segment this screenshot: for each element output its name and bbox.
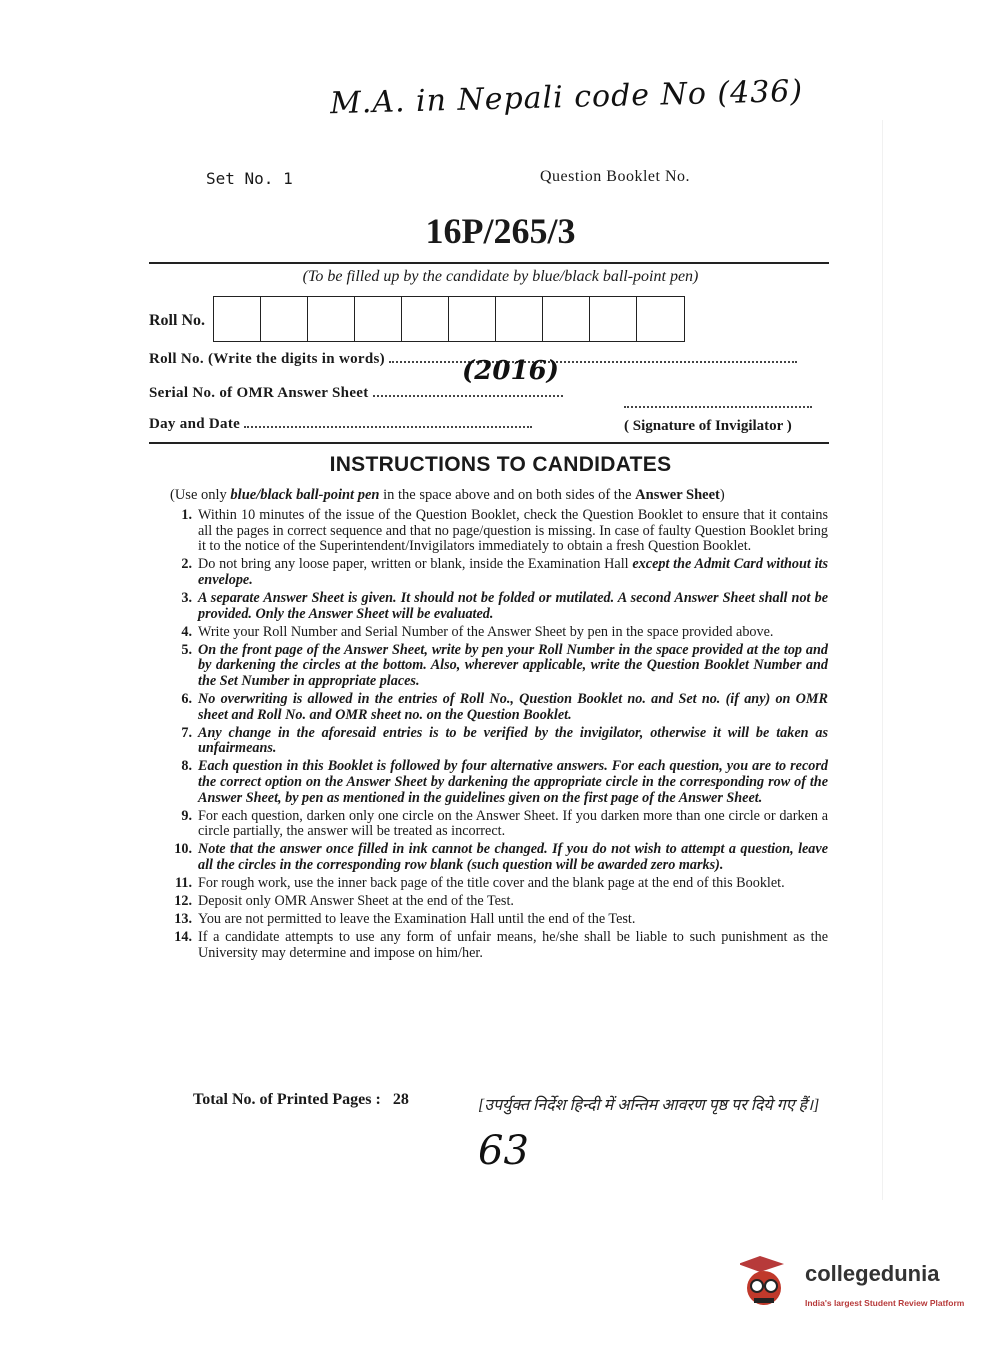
question-booklet-number-label: Question Booklet No. (540, 168, 690, 185)
roll-words-line[interactable] (389, 349, 797, 363)
instruction-number: 8. (181, 758, 192, 775)
roll-digit-box[interactable] (261, 297, 308, 341)
instruction-item (166, 508, 828, 555)
instruction-text (198, 508, 828, 555)
instruction-emphasis: A separate Answer Sheet is given. It should not be folded or mutilated. A second Answer Sheet shall not be provided. Only the Answer Sheet will be evaluated. (198, 589, 828, 622)
instruction-item (166, 876, 828, 892)
instruction-item (166, 894, 828, 910)
instruction-item (166, 692, 828, 723)
instruction-item (166, 912, 828, 928)
note-text: (Use only (170, 487, 231, 503)
roll-digit-box[interactable] (637, 297, 684, 341)
instruction-number: 5. (181, 641, 192, 658)
instruction-item (166, 643, 828, 690)
roll-no-label: Roll No. (149, 312, 205, 329)
roll-digit-box[interactable] (355, 297, 402, 341)
omr-serial-label: Serial No. of OMR Answer Sheet (149, 385, 369, 401)
roll-no-grid[interactable] (213, 296, 685, 342)
instruction-plain: For rough work, use the inner back page of the title cover and the blank page at the end of this Booklet. (198, 875, 785, 892)
instruction-item (166, 625, 828, 641)
instruction-plain: Deposit only OMR Answer Sheet at the end of the Test. (198, 893, 514, 910)
instruction-item (166, 726, 828, 757)
total-pages-label: Total No. of Printed Pages : (193, 1091, 381, 1108)
note-emphasis: blue/black ball-point pen (230, 487, 380, 503)
roll-digit-box[interactable] (402, 297, 449, 341)
instruction-text (198, 930, 828, 961)
handwritten-title: M.A. in Nepali code No (436) (329, 73, 804, 122)
hindi-note: [उपर्युक्त निर्देश हिन्दी में अन्तिम आवरण पृष्ठ पर दिये गए हैं।] (478, 1097, 820, 1114)
handwritten-marks: 63 (478, 1128, 529, 1174)
instruction-emphasis: No overwriting is allowed in the entries of Roll No., Question Booklet no. and Set no. (if any) on OMR sheet and Roll No. and OMR sheet no. on the Question Booklet. (198, 691, 828, 723)
day-date-field[interactable] (149, 414, 532, 433)
note-text: in the space above and on both sides of the (379, 487, 636, 503)
instruction-plain: You are not permitted to leave the Examination Hall until the end of the Test. (198, 911, 636, 928)
instruction-number: 2. (181, 556, 192, 573)
instructions-title: INSTRUCTIONS TO CANDIDATES (329, 453, 672, 476)
roll-digit-box[interactable] (590, 297, 637, 341)
instruction-text (198, 726, 828, 757)
set-number: Set No. 1 (206, 169, 293, 188)
instruction-plain: If a candidate attempts to use any form of unfair means, he/she shall be liable to such punishment as the University may determine and impose on him/her. (198, 929, 828, 961)
instruction-emphasis: except the Admit Card without its envelope. (198, 556, 828, 588)
instruction-plain: Within 10 minutes of the issue of the Question Booklet, check the Question Booklet to ensure that it contains all the pages in correct sequence and that no page/question is missing. In case of faulty Question Booklet bring it to the notice of the Superintendent/Invigilators immediately to obtain a fresh Question Booklet. (198, 507, 828, 555)
instruction-number: 12. (174, 893, 192, 910)
paper-code: 16P/265/3 (425, 211, 576, 251)
instruction-text (198, 912, 828, 928)
roll-digit-box[interactable] (308, 297, 355, 341)
instruction-text (198, 894, 828, 910)
instruction-text (198, 759, 828, 806)
instruction-emphasis: Each question in this Booklet is followed by four alternative answers. For each question, you are to record the correct option on the Answer Sheet by darkening the appropriate circle in the corresponding row of the Answer Sheet, by pen as mentioned in the guidelines given on the first page of the Answer Sheet. (198, 758, 828, 806)
instruction-text (198, 692, 828, 723)
day-date-label: Day and Date (149, 416, 241, 432)
roll-digit-box[interactable] (496, 297, 543, 341)
instruction-number: 1. (181, 507, 192, 523)
signature-line[interactable] (624, 396, 812, 408)
instructions-note (170, 487, 725, 504)
fill-note: (To be filled up by the candidate by blue/black ball-point pen) (302, 268, 699, 285)
instruction-plain: For each question, darken only one circle on the Answer Sheet. If you darken more than one circle or darken a circle partially, the answer will be treated as incorrect. (198, 807, 828, 840)
instruction-number: 3. (181, 589, 192, 606)
instruction-emphasis: On the front page of the Answer Sheet, write by pen your Roll Number in the space provided at the top and by darkening the circles at the bottom. Also, wherever applicable, write the Question Booklet Number and the Set Number in appropriate places. (198, 641, 828, 689)
instruction-plain: Write your Roll Number and Serial Number of the Answer Sheet by pen in the space provided above. (198, 623, 774, 640)
instruction-text (198, 625, 828, 641)
roll-digit-box[interactable] (214, 297, 261, 341)
instruction-number: 4. (181, 623, 192, 640)
instruction-item (166, 557, 828, 588)
roll-digit-box[interactable] (449, 297, 496, 341)
instruction-text (198, 809, 828, 840)
instruction-text (198, 591, 828, 622)
watermark-brand: collegedunia (805, 1261, 940, 1286)
top-rule (149, 262, 829, 264)
instruction-number: 9. (181, 807, 192, 824)
instruction-item (166, 842, 828, 873)
signature-label: ( Signature of Invigilator ) (624, 418, 792, 434)
handwritten-year: (2016) (462, 356, 559, 386)
instruction-text (198, 842, 828, 873)
instruction-number: 11. (175, 875, 192, 892)
instructions-list (166, 508, 828, 964)
day-date-line[interactable] (244, 414, 532, 428)
instruction-text (198, 557, 828, 588)
instruction-text (198, 876, 828, 892)
instruction-number: 14. (174, 929, 192, 946)
instruction-text (198, 643, 828, 690)
instruction-emphasis: Note that the answer once filled in ink cannot be changed. If you do not wish to attempt a question, leave all the circles in the corresponding row blank (such question will be awarded zero marks). (198, 841, 828, 873)
note-strong: Answer Sheet (635, 487, 720, 503)
instruction-number: 7. (181, 724, 192, 741)
note-text: ) (719, 487, 725, 503)
instruction-number: 6. (181, 691, 192, 708)
watermark-tagline: India's largest Student Review Platform (805, 1298, 965, 1308)
instruction-plain: Do not bring any loose paper, written or blank, inside the Examination Hall (198, 556, 633, 573)
instruction-item (166, 591, 828, 622)
roll-words-label: Roll No. (Write the digits in words) (149, 351, 385, 367)
instruction-emphasis: Any change in the aforesaid entries is to be verified by the invigilator, otherwise it will be taken as unfairmeans. (198, 724, 828, 757)
instruction-item (166, 759, 828, 806)
instruction-number: 10. (174, 841, 192, 858)
total-pages (193, 1091, 409, 1109)
total-pages-value: 28 (392, 1091, 409, 1108)
instruction-number: 13. (174, 911, 192, 928)
roll-digit-box[interactable] (543, 297, 590, 341)
bottom-rule (149, 442, 829, 444)
instruction-item (166, 809, 828, 840)
instruction-item (166, 930, 828, 961)
